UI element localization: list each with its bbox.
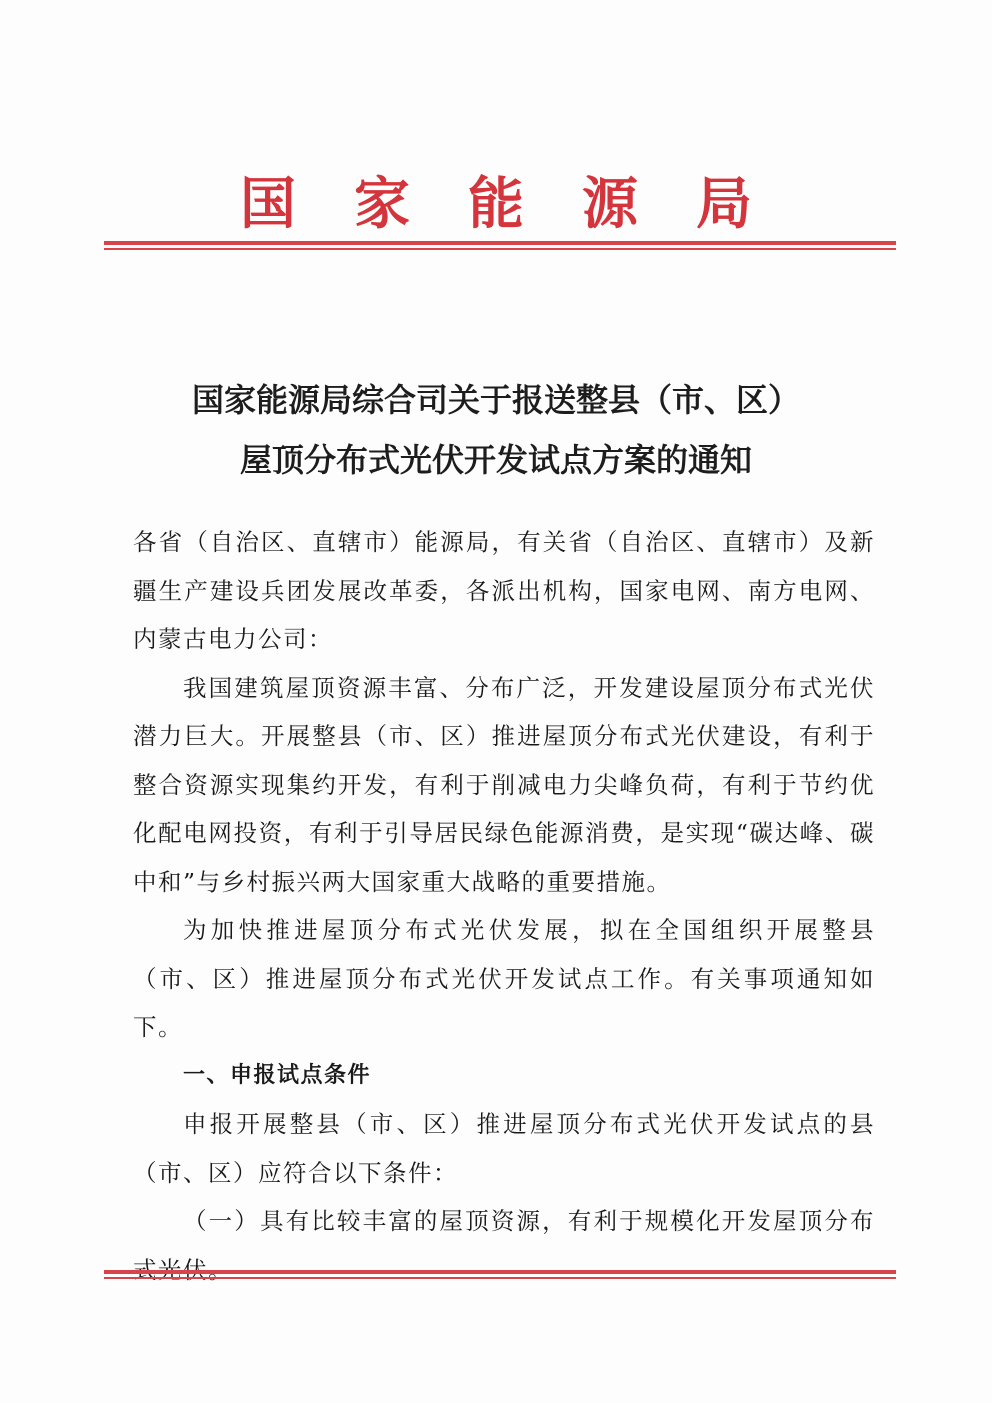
title-line-1: 国家能源局综合司关于报送整县（市、区） [191,381,800,419]
section-heading: 一、申报试点条件 [183,1062,372,1088]
rule-thick-line [104,241,896,245]
body-paragraph-1: 我国建筑屋顶资源丰富、分布广泛，开发建设屋顶分布式光伏潜力巨大。开展整县（市、区）推进屋顶分布式光伏建设，有利于整合资源实现集约开发，有利于削减电力尖峰负荷，有利于节约优化配电网投资，有利于引导居民绿色能源消费，是实现“碳达峰、碳中和”与乡村振兴两大国家重大战略的重要措施。 [133,673,875,896]
section-intro: 申报开展整县（市、区）推进屋顶分布式光伏开发试点的县（市、区）应符合以下条件： [133,1110,875,1187]
rule-thin-line [104,248,896,250]
title-line-2: 屋顶分布式光伏开发试点方案的通知 [239,441,752,479]
masthead-title: 国家能源局 [240,171,810,237]
masthead-red-rule [104,241,896,250]
body-paragraph-2: 为加快推进屋顶分布式光伏发展，拟在全国组织开展整县（市、区）推进屋顶分布式光伏开发试点工作。有关事项通知如下。 [133,916,875,1041]
footer-red-rule [104,1270,896,1279]
section-item-1: （一）具有比较丰富的屋顶资源，有利于规模化开发屋顶分布 [183,1207,875,1235]
addressee: 各省（自治区、直辖市）能源局，有关省（自治区、直辖市）及新疆生产建设兵团发展改革委，各派出机构，国家电网、南方电网、内蒙古电力公司： [133,528,875,653]
rule-thin-line [104,1277,896,1279]
document-body [133,518,875,1294]
document-title [100,370,892,490]
rule-thick-line [104,1270,896,1274]
